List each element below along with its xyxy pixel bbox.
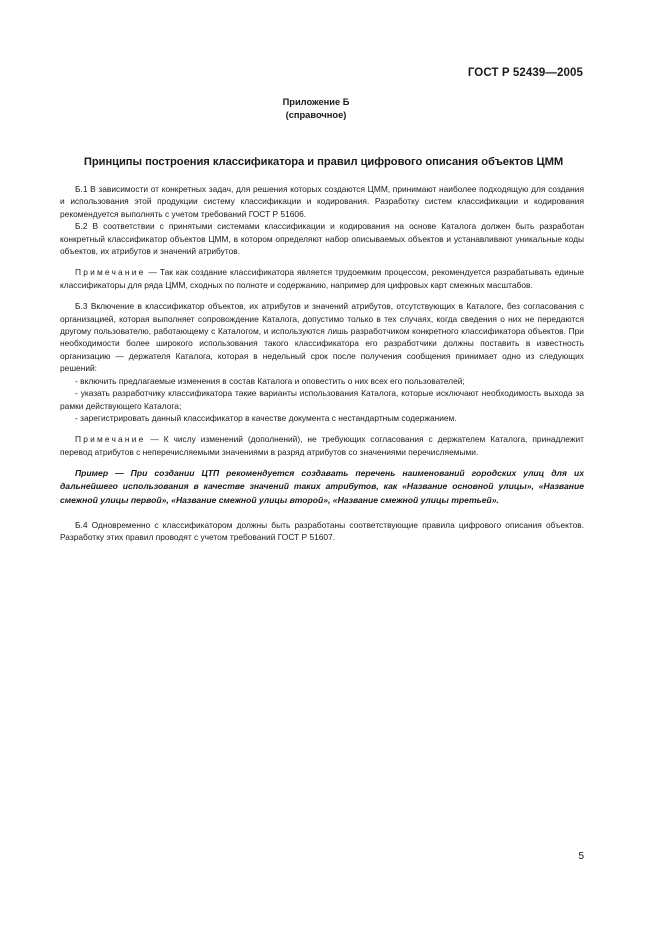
note-1-text: — Так как создание классификатора является трудоемким процессом, рекомендуется разрабатывать единые классификаторы для ряда ЦММ, сходных по полноте и содержанию, например для цифровых карт смежных масштабов. [60, 267, 584, 290]
paragraph-b1: Б.1 В зависимости от конкретных задач, для решения которых создаются ЦММ, принимают наиболее подходящую для создания и использования этой продукции систему классификации и кодирования. Разработку систем классификации и кодирования рекомендуется выполнять с учетом требований ГОСТ Р 51606. [60, 184, 584, 219]
list-item: - зарегистрировать данный классификатор в качестве документа с нестандартным содержанием. [75, 412, 457, 423]
list-item: - включить предлагаемые изменения в состав Каталога и оповестить о них всех его пользователей; [75, 375, 465, 386]
document-code: ГОСТ Р 52439—2005 [467, 67, 583, 79]
note-2 [60, 433, 584, 458]
annex-heading [0, 96, 632, 122]
note-2-label: Примечание [75, 434, 146, 445]
paragraph-b2: Б.2 В соответствии с принятыми системами классификации и кодирования на основе Каталога должен быть разработан конкретный классификатор объектов ЦММ, в котором определяют набор описываемых объектов и устанавливают уникальные коды объектов, их атрибутов и значений атрибутов. [60, 221, 584, 257]
example-paragraph: Пример — При создании ЦТП рекомендуется создавать перечень наименований городских улиц для их дальнейшего использования в качестве значений таких атрибутов, как «Название основной улицы», «Название смежной улицы первой», «Название смежной улицы второй», «Название смежной улицы третьей». [60, 468, 584, 505]
paragraph-b4: Б.4 Одновременно с классификатором должны быть разработаны соответствующие правила цифрового описания объектов. Разработку этих правил проводят с учетом требований ГОСТ Р 51607. [60, 519, 584, 543]
note-1-label: Примечание [75, 267, 146, 278]
note-1 [60, 266, 584, 291]
list-item: - указать разработчику классификатора такие варианты использования Каталога, которые исключают необходимость выхода за рамки действующего Каталога; [60, 388, 584, 411]
note-2-text: — К числу изменений (дополнений), не требующих согласования с держателем Каталога, принадлежит перевод атрибутов с неперечисляемыми значениями в разряд атрибутов со значениями перечисляемыми. [60, 434, 584, 457]
page-number: 5 [578, 851, 584, 862]
document-body [60, 183, 584, 544]
section-title: Принципы построения классификатора и правил цифрового описания объектов ЦММ [83, 156, 564, 168]
annex-title: Приложение Б [282, 97, 350, 107]
paragraph-b3: Б.3 Включение в классификатор объектов, их атрибутов и значений атрибутов, отсутствующих в Каталоге, без согласования с организацией, которая выполняет сопровождение Каталога, допустимо только в тех случаях, когда сведения о них не передаются другому пользователю, работающему с Каталогом, и используются лишь разработчиком конкретного классификатора объектов. При необходимости более широкого использования такого классификатора его разработчики должны поставить в известность организацию — держателя Каталога, которая в недельный срок после получения сообщения принимает одно из следующих решений: [60, 301, 584, 374]
annex-type: (справочное) [285, 110, 347, 120]
